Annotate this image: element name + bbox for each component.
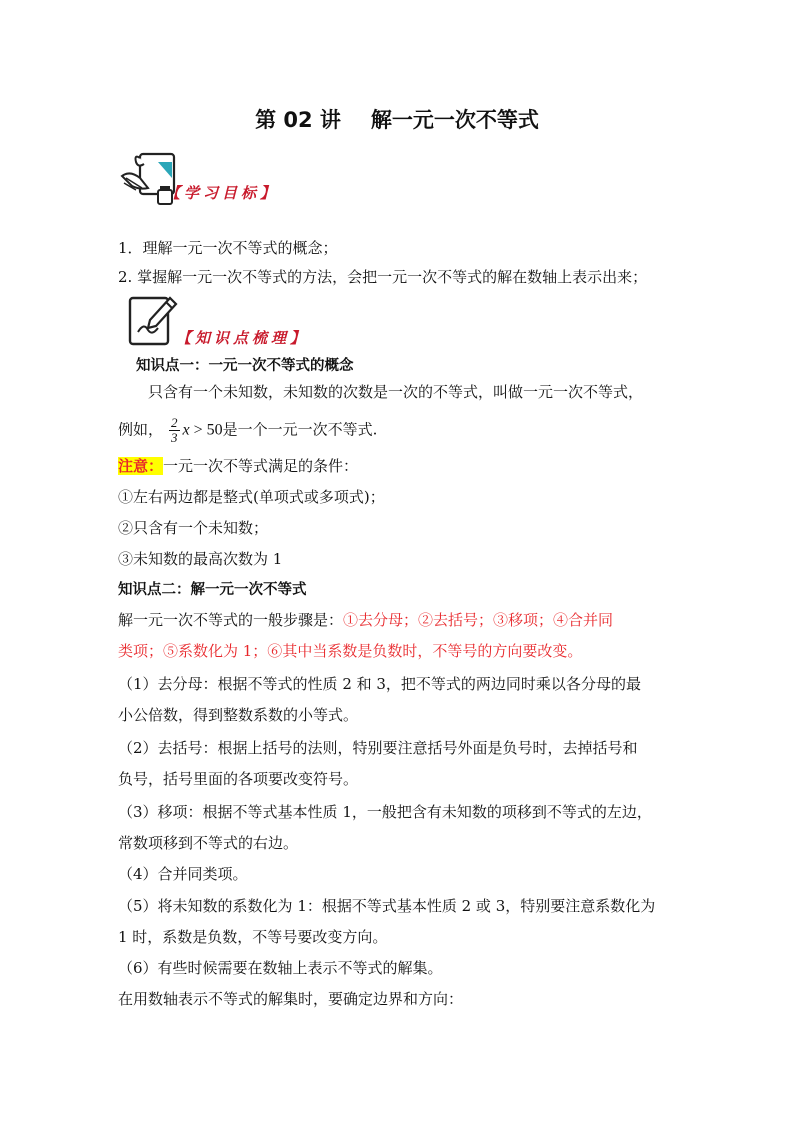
kp2-steps-line2: 类项；⑤系数化为 1；⑥其中当系数是负数时，不等号的方向要改变。 xyxy=(118,642,583,660)
detail-line-7: （4）合并同类项。 xyxy=(118,865,248,883)
example-inequality: > 50 xyxy=(189,421,223,439)
example-variable: x xyxy=(182,421,190,439)
fraction xyxy=(169,416,180,445)
notepad-pencil-icon xyxy=(118,292,184,348)
condition-2: ②只含有一个未知数； xyxy=(118,519,269,537)
knowledge-banner: 【知识点梳理】 xyxy=(176,329,310,347)
detail-line-10: （6）有些时候需要在数轴上表示不等式的解集。 xyxy=(118,959,443,977)
condition-1: ①左右两边都是整式(单项式或多项式)； xyxy=(118,488,385,506)
example-suffix: 是一个一元一次不等式. xyxy=(222,420,378,439)
detail-line-6: 常数项移到不等式的右边。 xyxy=(118,834,299,852)
kp1-example xyxy=(118,416,377,445)
note-text: 一元一次不等式满足的条件： xyxy=(163,457,359,475)
detail-line-9: 1 时，系数是负数，不等号要改变方向。 xyxy=(118,928,388,946)
detail-line-2: 小公倍数，得到整数系数的小等式。 xyxy=(118,706,359,724)
fraction-denominator: 3 xyxy=(171,430,178,445)
condition-3: ③未知数的最高次数为 1 xyxy=(118,550,283,568)
detail-line-11: 在用数轴表示不等式的解集时，要确定边界和方向： xyxy=(118,990,464,1008)
detail-line-5: （3）移项：根据不等式基本性质 1，一般把含有未知数的项移到不等式的左边， xyxy=(118,803,652,821)
kp1-heading: 知识点一：一元一次不等式的概念 xyxy=(136,358,354,374)
goal-item-1: 1．理解一元一次不等式的概念； xyxy=(118,239,338,257)
goal-item-2: 2. 掌握解一元一次不等式的方法，会把一元一次不等式的解在数轴上表示出来； xyxy=(118,268,648,286)
note-label: 注意： xyxy=(118,457,164,475)
example-prefix: 例如， xyxy=(118,420,164,439)
fraction-numerator: 2 xyxy=(171,415,178,430)
steps-intro: 解一元一次不等式的一般步骤是： xyxy=(118,611,344,629)
detail-line-4: 负号，括号里面的各项要改变符号。 xyxy=(118,770,359,788)
kp2-steps-line1 xyxy=(118,610,613,630)
example-expression xyxy=(183,422,223,439)
goals-banner: 【学习目标】 xyxy=(165,184,280,202)
detail-line-1: （1）去分母：根据不等式的性质 2 和 3，把不等式的两边同时乘以各分母的最 xyxy=(118,675,641,693)
lesson-number: 第 02 讲 xyxy=(255,108,341,132)
kp1-definition: 只含有一个未知数，未知数的次数是一次的不等式，叫做一元一次不等式， xyxy=(148,383,644,401)
detail-line-3: （2）去括号：根据上括号的法则，特别要注意括号外面是负号时，去掉括号和 xyxy=(118,739,638,757)
detail-line-8: （5）将未知数的系数化为 1：根据不等式基本性质 2 或 3，特别要注意系数化为 xyxy=(118,897,656,915)
steps-red-part1: ①去分母；②去括号；③移项；④合并同 xyxy=(343,611,614,629)
note-line xyxy=(118,456,358,476)
lesson-topic: 解一元一次不等式 xyxy=(370,108,539,132)
kp2-heading: 知识点二：解一元一次不等式 xyxy=(118,582,307,598)
page-title xyxy=(0,104,794,134)
